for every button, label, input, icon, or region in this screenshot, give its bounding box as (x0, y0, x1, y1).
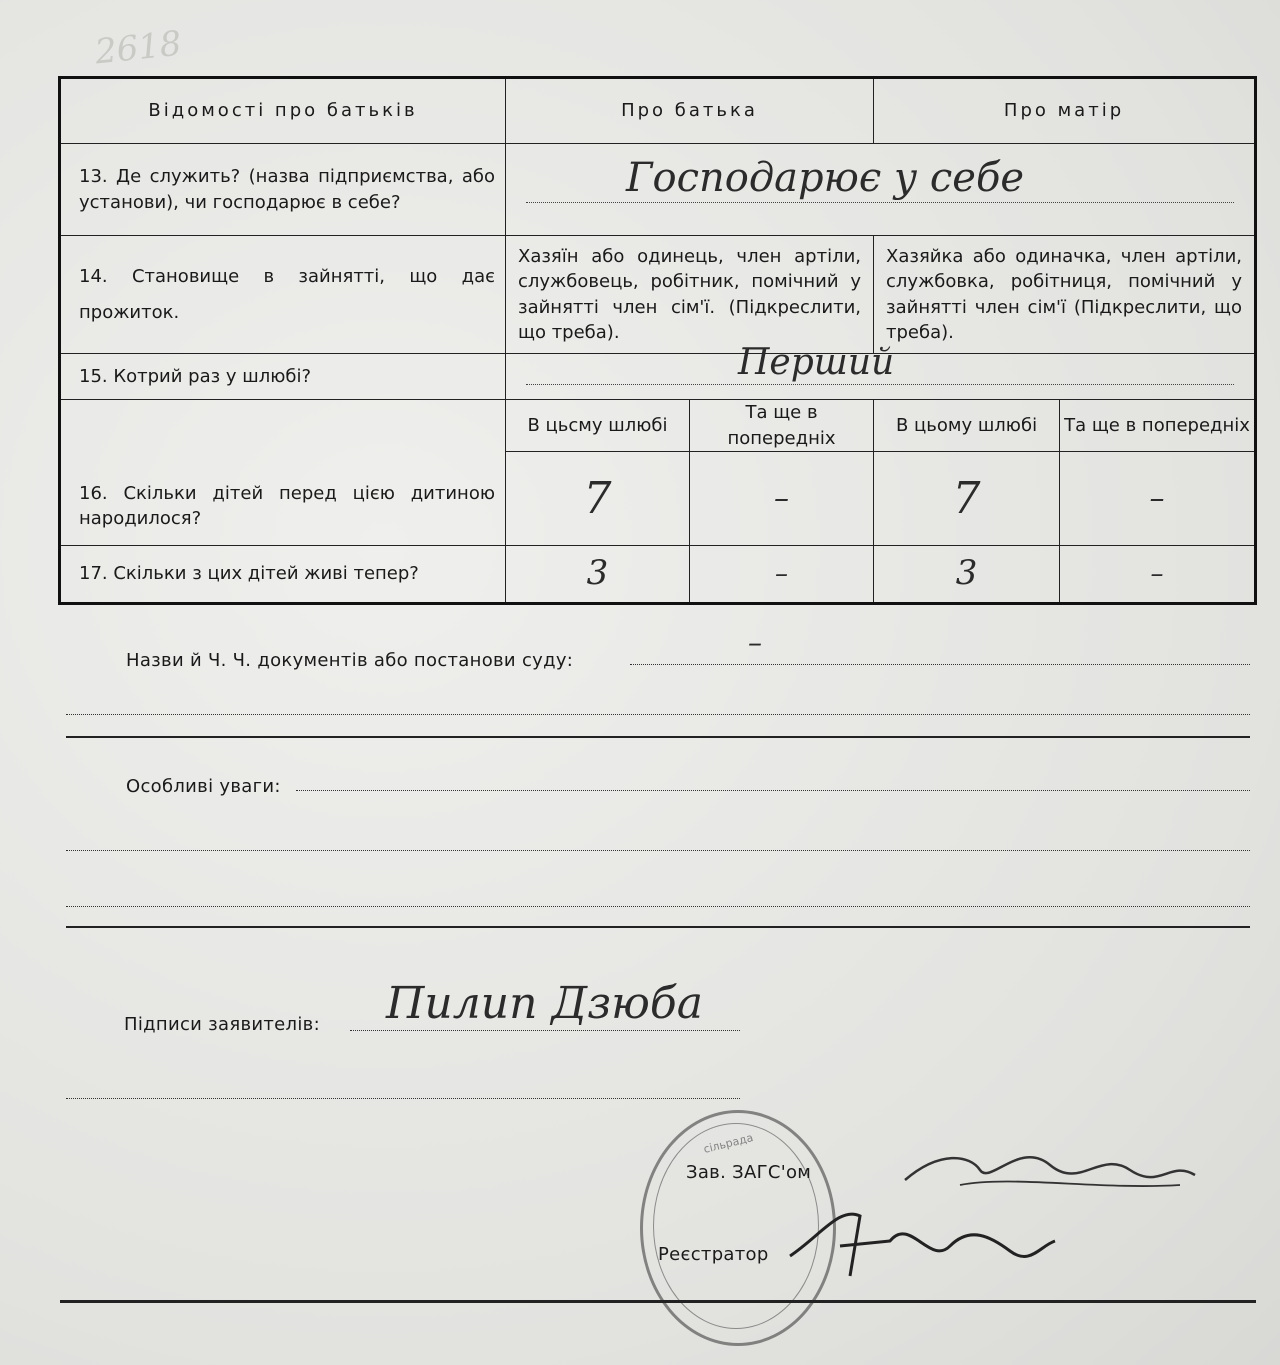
row16-label: 16. Скільки дітей перед цією дитиною народилося? (60, 400, 506, 546)
applicant-signature-line-2 (66, 1098, 740, 1099)
bottom-separator (60, 1300, 1256, 1303)
row17-value-mother-this: 3 (874, 546, 1060, 604)
row16-subheader-father-prev: Та ще в попередніх (690, 400, 874, 452)
row17-label: 17. Скільки з цих дітей живі тепер? (60, 546, 506, 604)
row16-value-mother-prev: – (1060, 452, 1256, 546)
applicant-signature: Пилип Дзюба (386, 978, 703, 1029)
row16-value-father-prev: – (690, 452, 874, 546)
row16-value-father-this: 7 (506, 452, 690, 546)
row14-label: 14. Становище в зайнятті, що дає прожиток. (60, 236, 506, 354)
header-father: Про батька (506, 78, 874, 144)
row15-label: 15. Котрий раз у шлюбі? (60, 354, 506, 400)
row16-subheader-father-this: В цьсму шлюбі (506, 400, 690, 452)
applicant-signature-label: Підписи заявителів: (124, 1014, 320, 1035)
remarks-dotted-line-3 (66, 906, 1250, 907)
row16-value-mother-this: 7 (874, 452, 1060, 546)
applicant-signature-line (350, 1030, 740, 1031)
row15-answer-cell (506, 342, 1256, 400)
documents-dotted-line-2 (66, 714, 1250, 715)
corner-archive-number: 2618 (93, 23, 184, 73)
row-13 (60, 144, 1256, 236)
remarks-dotted-line-1 (296, 790, 1250, 791)
documents-label: Назви й Ч. Ч. документів або постанови суду: (126, 650, 574, 671)
documents-value: – (748, 626, 762, 659)
row-15 (60, 354, 1256, 400)
row14-father-options: Хазяїн або одинець, член артіли, службовець, робітник, помічний у зайнятті член сім'ї. (Підкреслити, що треба). (506, 236, 874, 354)
row16-subheader-mother-prev: Та ще в попередніх (1060, 400, 1256, 452)
row13-answer: Господарює у себе (626, 155, 1025, 201)
zags-head-signature (900, 1130, 1200, 1200)
remarks-dotted-line-2 (66, 850, 1250, 851)
registrar-label: Реєстратор (658, 1244, 769, 1265)
parents-info-table (58, 76, 1257, 605)
stamp-text: сільрада (702, 1131, 755, 1156)
remarks-separator (66, 926, 1250, 928)
header-mother: Про матір (874, 78, 1256, 144)
row13-answer-cell (506, 144, 1256, 236)
row17-value-mother-prev: – (1060, 546, 1256, 604)
row-16-subheader (60, 400, 1256, 452)
row17-value-father-prev: – (690, 546, 874, 604)
header-parents-info: Відомості про батьків (60, 78, 506, 144)
row14-mother-options: Хазяйка або одиначка, член артіли, службовка, робітниця, помічний у зайнятті член сім'ї (Підкреслити, що треба). (874, 236, 1256, 354)
documents-separator (66, 736, 1250, 738)
remarks-label: Особливі уваги: (126, 776, 281, 797)
row13-label: 13. Де служить? (назва підприємства, або установи), чи господарює в себе? (60, 144, 506, 236)
row16-subheader-mother-this: В цьому шлюбі (874, 400, 1060, 452)
table-header-row (60, 78, 1256, 144)
registrar-signature (780, 1196, 1060, 1286)
row17-value-father-this: 3 (506, 546, 690, 604)
zags-head-label: Зав. ЗАГС'ом (686, 1162, 812, 1183)
row-14 (60, 236, 1256, 354)
row15-answer: Перший (738, 342, 895, 383)
documents-dotted-line-1 (630, 664, 1250, 665)
row-17 (60, 546, 1256, 604)
